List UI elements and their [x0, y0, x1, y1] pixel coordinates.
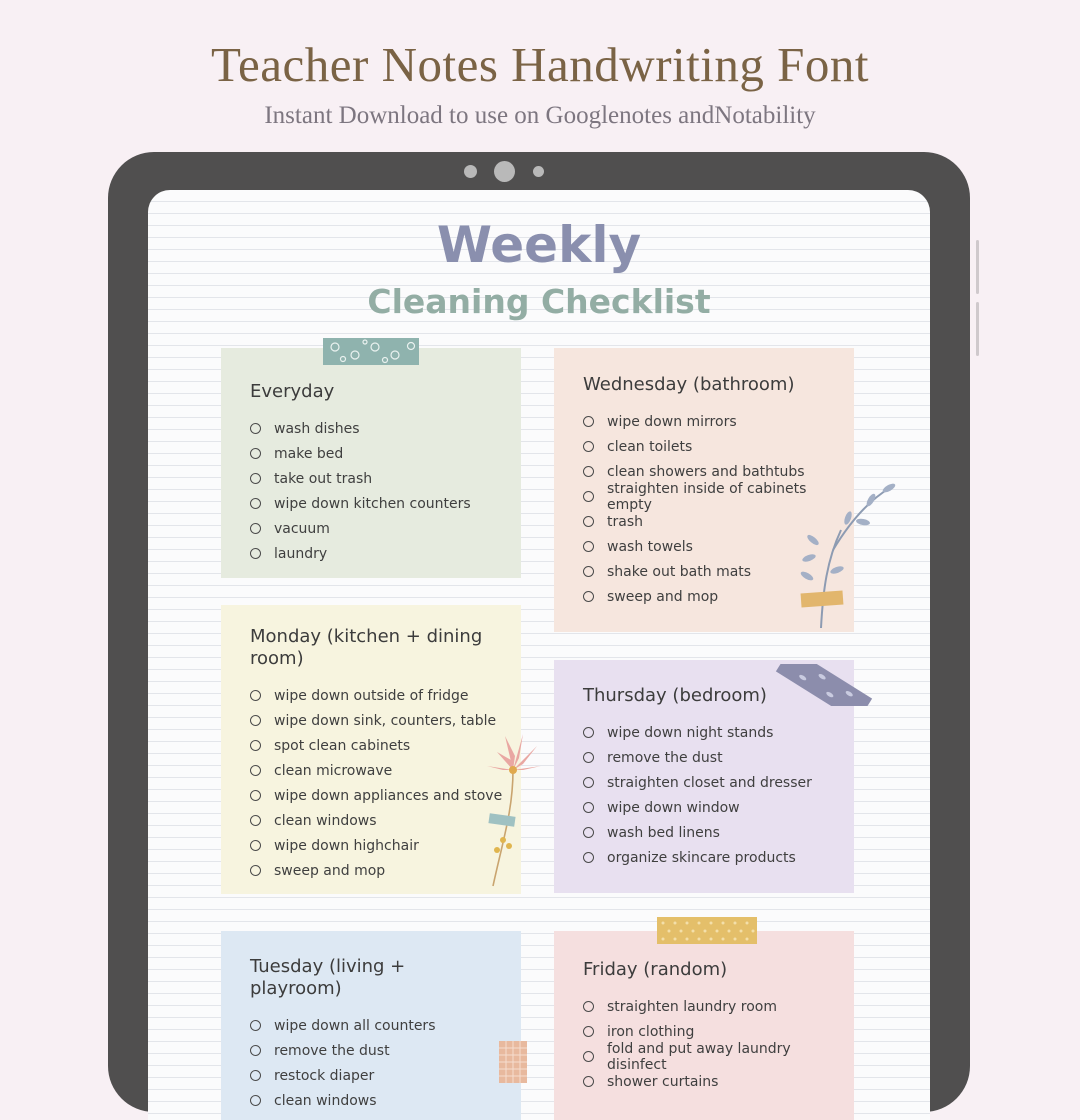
checkbox-circle[interactable] — [583, 1076, 594, 1087]
checklist-item — [583, 994, 854, 1019]
checklist-item — [583, 434, 854, 459]
checkbox-circle[interactable] — [250, 715, 261, 726]
checkbox-circle[interactable] — [583, 727, 594, 738]
checklist-item-label: wipe down sink, counters, table — [274, 712, 497, 729]
checklist-item-label: trash — [607, 513, 643, 530]
checklist-item-label: wipe down all counters — [274, 1017, 436, 1034]
checklist-item-label: wash dishes — [274, 420, 360, 437]
card-friday — [554, 931, 854, 1120]
checkbox-circle[interactable] — [250, 1020, 261, 1031]
card-title: Tuesday (living + playroom) — [250, 956, 406, 999]
checklist-item — [250, 491, 521, 516]
flower-icon — [483, 730, 545, 890]
checklist-screen — [148, 190, 930, 1120]
checklist-item-label: wipe down window — [607, 799, 740, 816]
checkbox-circle[interactable] — [250, 498, 261, 509]
checklist-item-label: organize skincare products — [607, 849, 796, 866]
checklist-item — [250, 808, 521, 833]
volume-button-down — [976, 302, 979, 356]
checklist-item — [250, 833, 521, 858]
leafy-branch-icon — [793, 480, 898, 630]
checklist-item-label: straighten closet and dresser — [607, 774, 812, 791]
leaf-washi-tape — [774, 664, 874, 706]
checkbox-circle[interactable] — [583, 827, 594, 838]
checkbox-circle[interactable] — [250, 473, 261, 484]
checkbox-circle[interactable] — [583, 591, 594, 602]
checklist-item-label: clean microwave — [274, 762, 393, 779]
checklist-item-label: wipe down night stands — [607, 724, 774, 741]
checklist-item-label: clean windows — [274, 1092, 377, 1109]
checklist-item-label: sweep and mop — [274, 862, 386, 879]
checkbox-circle[interactable] — [250, 840, 261, 851]
checklist-item-label: straighten inside of cabinets empty — [607, 480, 807, 513]
checklist-item — [583, 795, 854, 820]
checklist-item — [250, 683, 521, 708]
checklist-item — [583, 820, 854, 845]
card-everyday — [221, 348, 521, 578]
card-title: Friday (random) — [583, 959, 728, 980]
checkbox-circle[interactable] — [583, 491, 594, 502]
camera-dot-left — [464, 165, 477, 178]
checklist-item — [250, 783, 521, 808]
checkbox-circle[interactable] — [250, 1070, 261, 1081]
checklist-item — [583, 409, 854, 434]
checklist-item-label: shake out bath mats — [607, 563, 752, 580]
checklist-item-label: clean windows — [274, 812, 377, 829]
checkbox-circle[interactable] — [250, 1095, 261, 1106]
card-tuesday — [221, 931, 521, 1120]
checklist — [583, 994, 854, 1094]
checklist-item — [250, 466, 521, 491]
banner-title: Teacher Notes Handwriting Font — [211, 37, 869, 92]
checklist-item-label: wipe down outside of fridge — [274, 687, 469, 704]
card-title: Everyday — [250, 381, 335, 402]
checklist-item-label: wipe down appliances and stove — [274, 787, 503, 804]
checkbox-circle[interactable] — [250, 865, 261, 876]
checkbox-circle[interactable] — [250, 423, 261, 434]
checklist-item — [583, 770, 854, 795]
checkbox-circle[interactable] — [583, 1001, 594, 1012]
checklist-item — [250, 541, 521, 566]
card-monday — [221, 605, 521, 894]
checkbox-circle[interactable] — [583, 752, 594, 763]
checklist-item-label: straighten laundry room — [607, 998, 778, 1015]
camera-lens — [494, 161, 515, 182]
checklist-item — [250, 1038, 521, 1063]
checkbox-circle[interactable] — [250, 815, 261, 826]
checkbox-circle[interactable] — [583, 1051, 594, 1062]
page-heading: Weekly — [436, 216, 642, 274]
checkbox-circle[interactable] — [583, 802, 594, 813]
checklist-item-label: laundry — [274, 545, 328, 562]
checklist-item-label: fold and put away laundry disinfect — [607, 1040, 791, 1073]
checklist-item — [583, 1040, 854, 1073]
camera-dot-right — [533, 166, 544, 177]
checklist-item — [583, 845, 854, 870]
grid-washi-tape — [499, 1041, 527, 1083]
checklist-item — [250, 441, 521, 466]
checklist-item — [250, 708, 521, 733]
checklist-item — [250, 516, 521, 541]
checklist-item — [583, 745, 854, 770]
floral-washi-tape — [323, 338, 419, 365]
checklist — [583, 720, 854, 870]
checklist-item — [250, 733, 521, 758]
checklist — [250, 416, 521, 566]
checklist-item-label: spot clean cabinets — [274, 737, 411, 754]
checklist-item-label: make bed — [274, 445, 344, 462]
page-subheading: Cleaning Checklist — [367, 282, 711, 321]
checkbox-circle[interactable] — [583, 416, 594, 427]
checkbox-circle[interactable] — [583, 852, 594, 863]
checkbox-circle[interactable] — [250, 448, 261, 459]
checkbox-circle[interactable] — [583, 777, 594, 788]
checkbox-circle[interactable] — [583, 516, 594, 527]
checkbox-circle[interactable] — [583, 1026, 594, 1037]
card-title: Thursday (bedroom) — [583, 685, 767, 706]
checklist-item — [583, 720, 854, 745]
checkbox-circle[interactable] — [583, 441, 594, 452]
checkbox-circle[interactable] — [583, 466, 594, 477]
checklist-item-label: iron clothing — [607, 1023, 695, 1040]
checklist-item — [583, 1069, 854, 1094]
checkbox-circle[interactable] — [250, 790, 261, 801]
checklist — [250, 1013, 521, 1113]
checklist-item — [250, 1013, 521, 1038]
checkbox-circle[interactable] — [250, 740, 261, 751]
checklist-item-label: restock diaper — [274, 1067, 375, 1084]
dotted-washi-tape — [657, 917, 757, 944]
checklist-item — [250, 758, 521, 783]
volume-button-up — [976, 240, 979, 294]
checkbox-circle[interactable] — [583, 566, 594, 577]
checklist-item — [250, 416, 521, 441]
checkbox-circle[interactable] — [250, 1045, 261, 1056]
checklist — [250, 683, 521, 883]
banner-subtitle: Instant Download to use on Googlenotes andNotability — [264, 102, 816, 129]
checklist-item-label: vacuum — [274, 520, 330, 537]
checkbox-circle[interactable] — [250, 548, 261, 559]
checklist-item-label: take out trash — [274, 470, 373, 487]
checkbox-circle[interactable] — [250, 690, 261, 701]
checklist-item-label: wipe down mirrors — [607, 413, 737, 430]
checklist-item — [250, 1063, 521, 1088]
checklist-item-label: wipe down highchair — [274, 837, 419, 854]
checklist-item-label: sweep and mop — [607, 588, 719, 605]
card-title: Monday (kitchen + dining room) — [250, 626, 483, 669]
checklist-item-label: wash towels — [607, 538, 693, 555]
card-title: Wednesday (bathroom) — [583, 374, 795, 395]
checklist-item-label: wipe down kitchen counters — [274, 495, 471, 512]
checklist-item-label: clean toilets — [607, 438, 693, 455]
checklist-item-label: shower curtains — [607, 1073, 719, 1090]
checklist-item-label: remove the dust — [607, 749, 723, 766]
checkbox-circle[interactable] — [250, 765, 261, 776]
checklist-item — [250, 1088, 521, 1113]
tablet-frame — [108, 152, 970, 1112]
checklist-item-label: remove the dust — [274, 1042, 390, 1059]
checklist-item — [250, 858, 521, 883]
checkbox-circle[interactable] — [250, 523, 261, 534]
checklist-item-label: wash bed linens — [607, 824, 720, 841]
checkbox-circle[interactable] — [583, 541, 594, 552]
checklist-item-label: clean showers and bathtubs — [607, 463, 805, 480]
